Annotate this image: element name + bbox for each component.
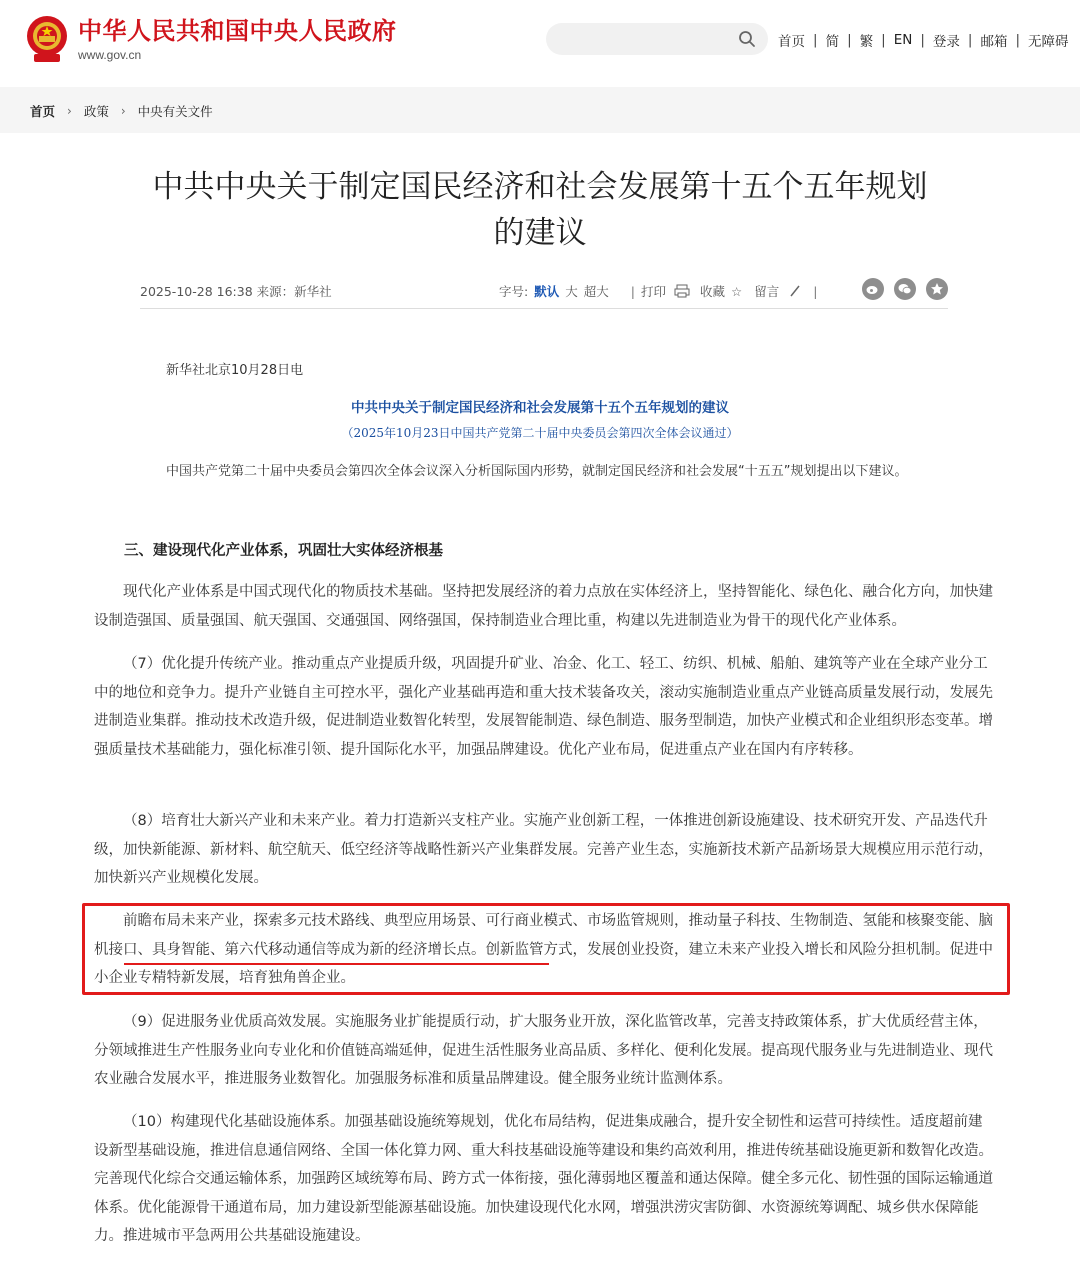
- comment-button[interactable]: 留言: [754, 284, 780, 299]
- paragraph-2: （7）优化提升传统产业。推动重点产业提质升级，巩固提升矿业、冶金、化工、轻工、纺织、机械、船舶、建筑等产业在全球产业分工中的地位和竞争力。提升产业链自主可控水平，强化产业基础再造和重大技术装备攻关，滚动实施制造业重点产业链高质量发展行动，发展先进制造业集群。推动技术改造升级，促进制造业数智化转型，发展智能制造、绿色制造、服务型制造，加快产业模式和企业组织形态变革。增强质量技术基础能力，强化标准引领、提升国际化水平，加强品牌建设。优化产业布局，促进重点产业在国内有序转移。: [94, 656, 993, 758]
- search-input[interactable]: [546, 23, 726, 55]
- site-name: 中华人民共和国中央人民政府: [78, 16, 397, 45]
- breadcrumb-bar: [0, 87, 1080, 133]
- dateline: 新华社北京10月28日电: [166, 363, 304, 378]
- title-line-2: 的建议: [493, 215, 587, 251]
- printer-icon[interactable]: [674, 284, 690, 298]
- source-name: 新华社: [294, 284, 332, 299]
- nav-accessibility[interactable]: 无障碍: [1028, 34, 1069, 50]
- title-line-1: 中共中央关于制定国民经济和社会发展第十五个五年规划: [152, 169, 928, 205]
- print-button[interactable]: 打印: [640, 284, 666, 299]
- fontsize-xlarge[interactable]: 超大: [583, 284, 609, 299]
- document-title: 中共中央关于制定国民经济和社会发展第十五个五年规划的建议: [351, 400, 729, 416]
- paragraph-5: （9）促进服务业优质高效发展。实施服务业扩能提质行动，扩大服务业开放，深化监管改革，完善支持政策体系，扩大优质经营主体，分领域推进生产性服务业向专业化和价值链高端延伸，促进生活性服务业高品质、多样化、便利化发展。提高现代服务业与先进制造业、现代农业融合发展水平，推进服务业数智化。加强服务标准和质量品牌建设。健全服务业统计监测体系。: [94, 1014, 993, 1087]
- breadcrumb-central-docs[interactable]: 中央有关文件: [137, 104, 213, 119]
- fontsize-label: 字号:: [499, 284, 529, 299]
- page-title: [120, 164, 960, 256]
- site-header: [0, 0, 1080, 82]
- share-icons: [862, 278, 958, 300]
- star-icon[interactable]: ☆: [731, 283, 743, 299]
- site-logo[interactable]: [24, 14, 397, 64]
- nav-traditional[interactable]: 繁: [859, 34, 874, 50]
- breadcrumb-policy[interactable]: 政策: [83, 104, 109, 119]
- nav-mail[interactable]: 邮箱: [980, 34, 1008, 50]
- top-navigation: 首页 | 简 | 繁 | EN | 登录 | 邮箱 | 无障碍: [778, 32, 1069, 50]
- site-url: www.gov.cn: [78, 48, 142, 62]
- article-meta: 2025-10-28 16:38 来源：新华社 字号: 默认 大 超大 | 打印 收藏 ☆ 留言 |: [140, 278, 948, 302]
- breadcrumb-home[interactable]: 首页: [30, 104, 56, 119]
- fontsize-large[interactable]: 大: [565, 284, 578, 299]
- section-heading: 三、建设现代化产业体系，巩固壮大实体经济根基: [124, 543, 443, 559]
- chevron-right-icon: ›: [67, 104, 72, 118]
- paragraph-3: （8）培育壮大新兴产业和未来产业。着力打造新兴支柱产业。实施产业创新工程，一体推进创新设施建设、技术研究开发、产品迭代升级，加快新能源、新材料、航空航天、低空经济等战略性新兴产业集群发展。完善产业生态，实施新技术新产品新场景大规模应用示范行动，加快新兴产业规模化发展。: [94, 813, 993, 886]
- national-emblem-icon: [24, 14, 70, 64]
- paragraph-4-highlighted: 前瞻布局未来产业，探索多元技术路线、典型应用场景、可行商业模式、市场监管规则，推动量子科技、生物制造、氢能和核聚变能、脑机接口、具身智能、第六代移动通信等成为新的经济增长点。创新监管方式，发展创业投资，建立未来产业投入增长和风险分担机制。促进中小企业专精特新发展，培育独角兽企业。: [94, 913, 993, 986]
- wechat-icon[interactable]: [894, 278, 916, 300]
- meta-divider: [140, 308, 948, 309]
- publish-datetime: 2025-10-28 16:38: [140, 284, 253, 299]
- source-label: 来源：: [256, 284, 295, 299]
- weibo-icon[interactable]: [862, 278, 884, 300]
- document-subtitle: （2025年10月23日中国共产党第二十届中央委员会第四次全体会议通过）: [341, 426, 739, 440]
- breadcrumb: [30, 102, 213, 120]
- favorite-button[interactable]: 收藏: [700, 284, 726, 299]
- intro-paragraph: 中国共产党第二十届中央委员会第四次全体会议深入分析国际国内形势，就制定国民经济和社会发展“十五五”规划提出以下建议。: [166, 464, 908, 479]
- paragraph-6: （10）构建现代化基础设施体系。加强基础设施统筹规划，优化布局结构，促进集成融合，提升安全韧性和运营可持续性。适度超前建设新型基础设施，推进信息通信网络、全国一体化算力网、重大科技基础设施等建设和集约高效利用，推进传统基础设施更新和数智化改造。完善现代化综合交通运输体系，加强跨区域统筹布局、跨方式一体衔接，强化薄弱地区覆盖和通达保障。健全多元化、韧性强的国际运输通道体系。优化能源骨干通道布局，加力建设新型能源基础设施。加快建设现代化水网，增强洪涝灾害防御、水资源统筹调配、城乡供水保障能力。推进城市平急两用公共基础设施建设。: [94, 1114, 993, 1244]
- fontsize-default[interactable]: 默认: [534, 284, 560, 299]
- search-icon[interactable]: [738, 30, 756, 48]
- pencil-icon[interactable]: [787, 284, 803, 298]
- nav-login[interactable]: 登录: [932, 34, 960, 50]
- qzone-icon[interactable]: [926, 278, 948, 300]
- nav-english[interactable]: EN: [893, 32, 913, 48]
- chevron-right-icon: ›: [120, 104, 126, 118]
- search-box: [546, 23, 768, 55]
- highlight-underline: [124, 963, 549, 965]
- nav-simplified[interactable]: 简: [825, 34, 840, 50]
- nav-home[interactable]: 首页: [778, 34, 805, 50]
- paragraph-1: 现代化产业体系是中国式现代化的物质技术基础。坚持把发展经济的着力点放在实体经济上，坚持智能化、绿色化、融合化方向，加快建设制造强国、质量强国、航天强国、交通强国、网络强国，保持制造业合理比重，构建以先进制造业为骨干的现代化产业体系。: [94, 584, 993, 629]
